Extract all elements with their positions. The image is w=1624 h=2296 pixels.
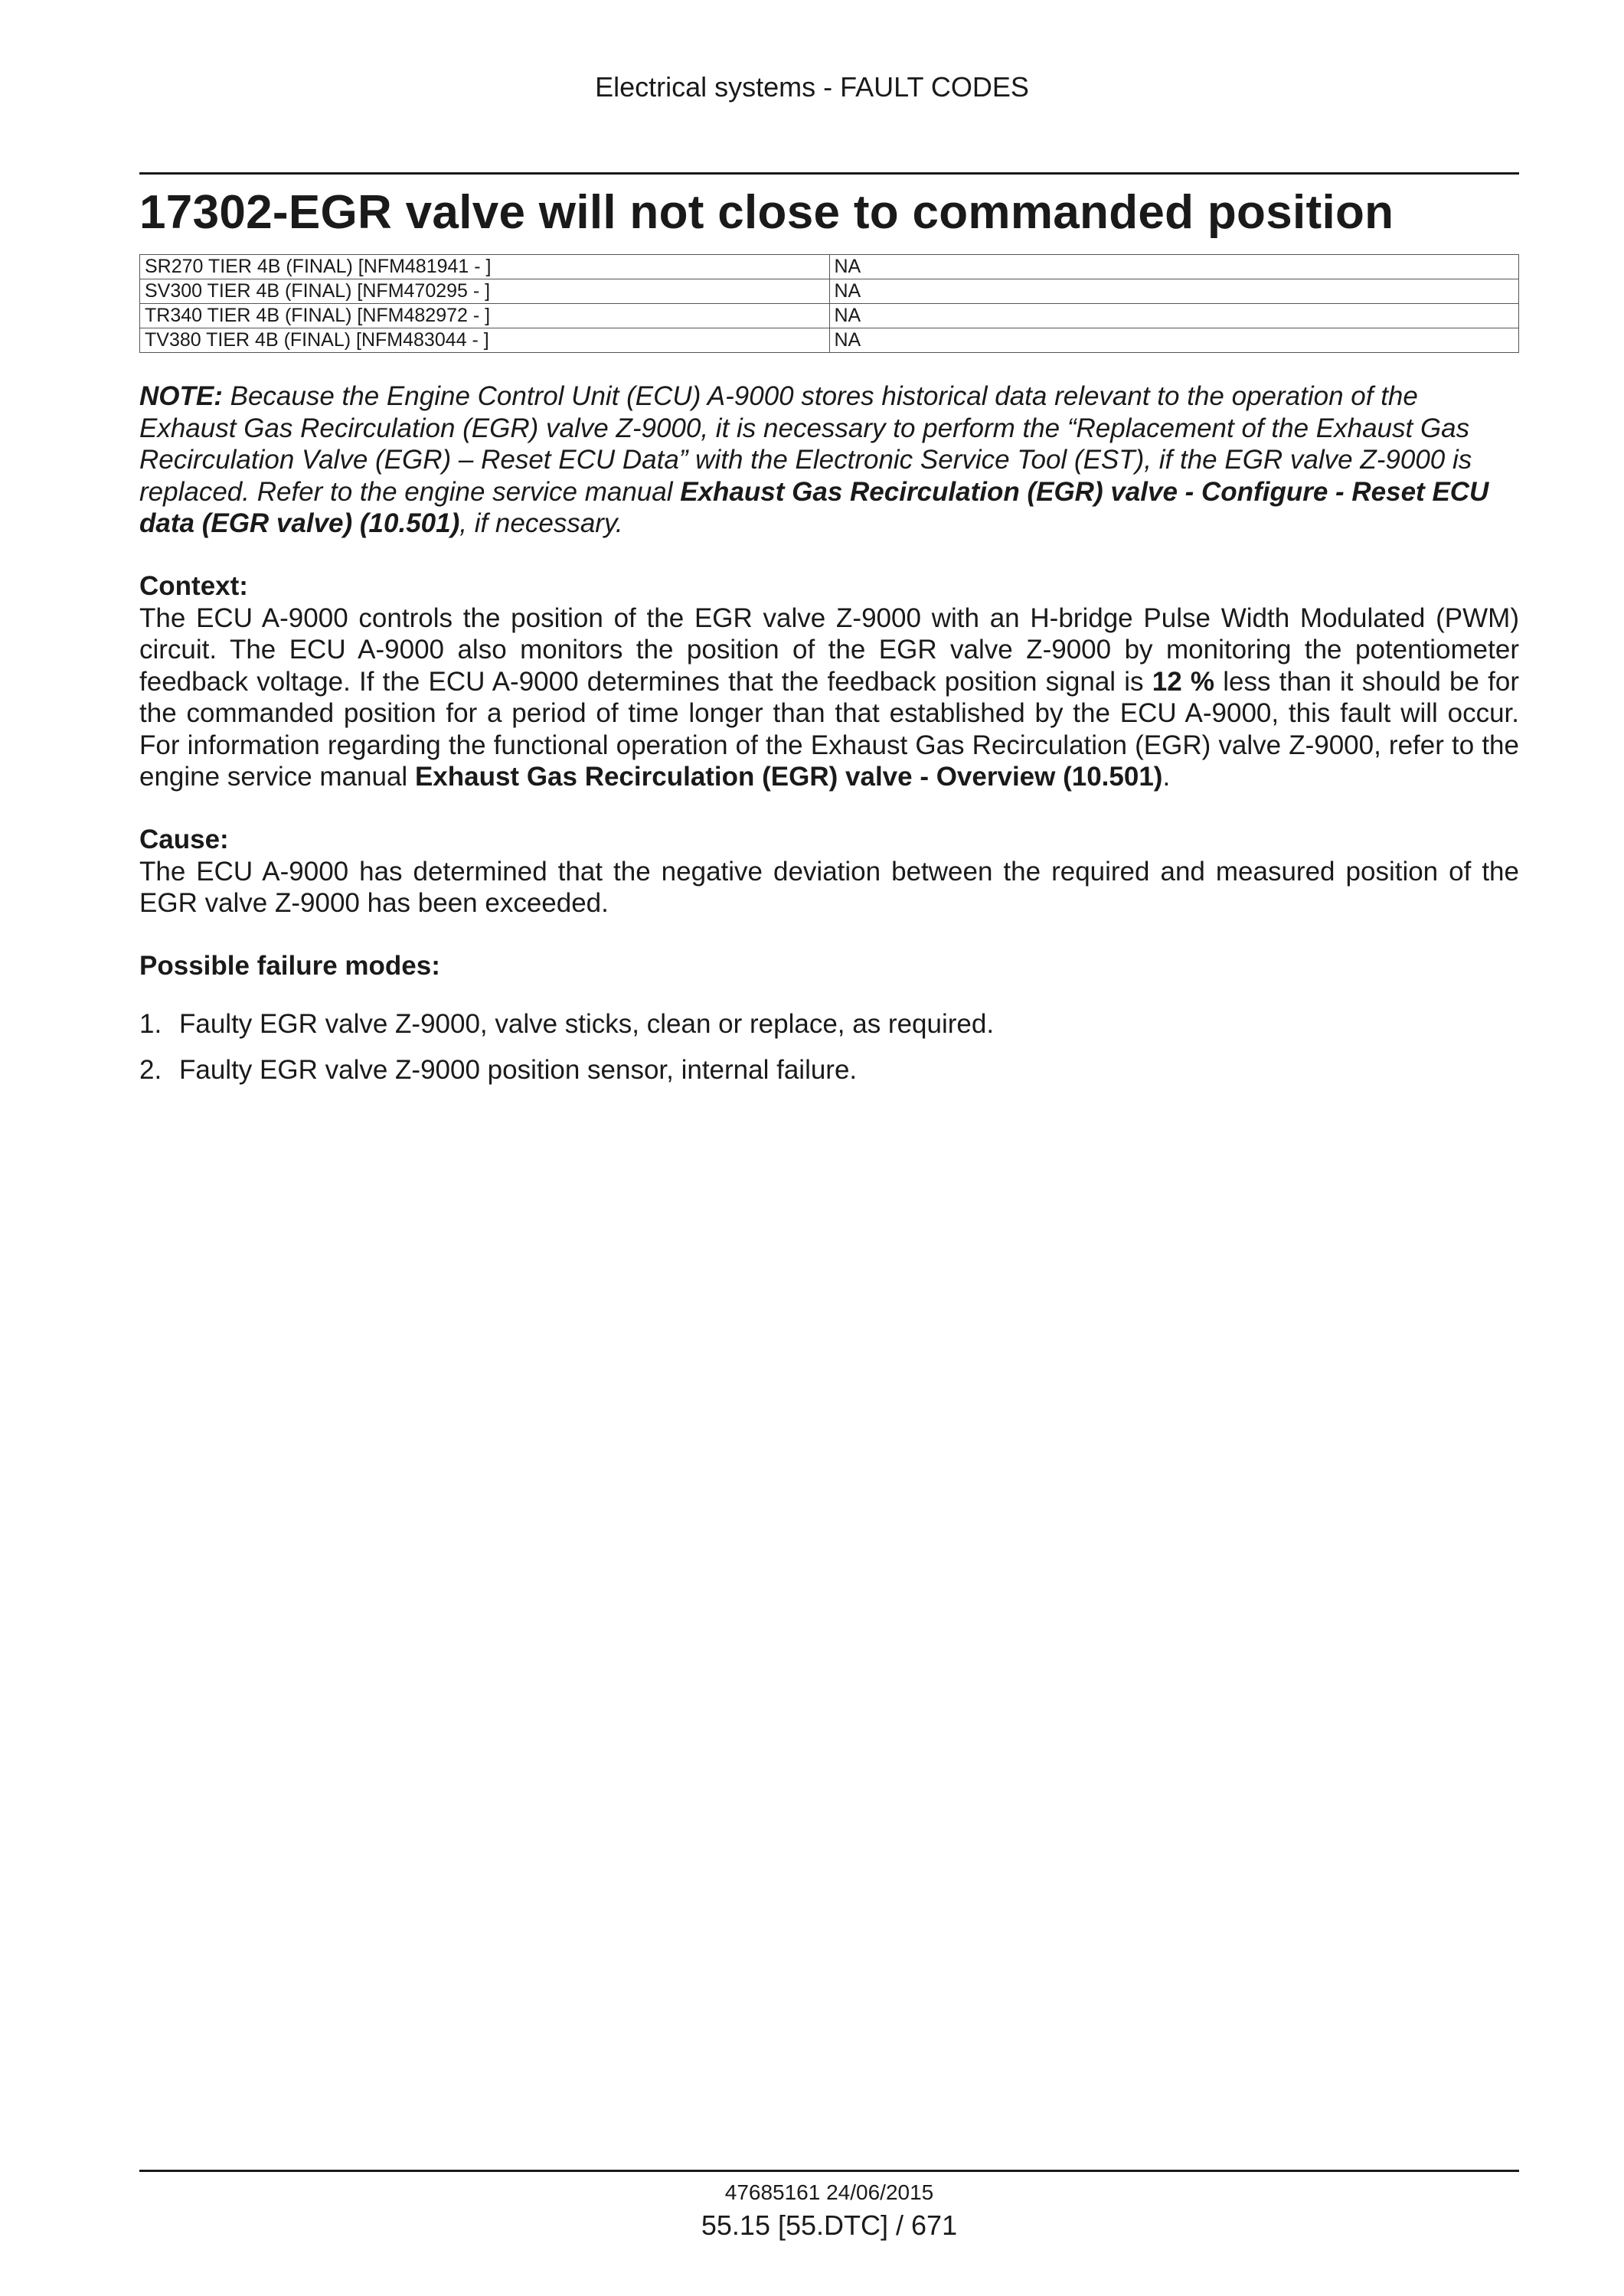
value-cell: NA xyxy=(829,328,1519,353)
page-footer xyxy=(139,2170,1519,2242)
model-cell: SR270 TIER 4B (FINAL) [NFM481941 - ] xyxy=(140,255,830,279)
model-cell: TR340 TIER 4B (FINAL) [NFM482972 - ] xyxy=(140,304,830,328)
running-header: Electrical systems - FAULT CODES xyxy=(595,71,1029,103)
context-paragraph xyxy=(139,603,1519,793)
table-row xyxy=(140,279,1519,304)
document-reference: 47685161 24/06/2015 xyxy=(724,2180,934,2204)
list-item xyxy=(139,1008,1519,1040)
list-number: 1. xyxy=(139,1008,162,1039)
cause-heading: Cause: xyxy=(139,824,229,854)
note-suffix: , if necessary. xyxy=(459,508,623,538)
footer-divider xyxy=(139,2170,1519,2172)
table-row xyxy=(140,255,1519,279)
header-divider xyxy=(139,172,1519,175)
value-cell: NA xyxy=(829,304,1519,328)
model-cell: TV380 TIER 4B (FINAL) [NFM483044 - ] xyxy=(140,328,830,353)
applicability-table xyxy=(139,254,1519,353)
page-title: 17302-EGR valve will not close to commanded position xyxy=(139,186,1394,239)
context-reference-link[interactable]: Exhaust Gas Recirculation (EGR) valve - Overview (10.501) xyxy=(414,762,1163,792)
value-cell: NA xyxy=(829,255,1519,279)
threshold-value: 12 % xyxy=(1152,666,1215,697)
failure-modes-heading: Possible failure modes: xyxy=(139,950,440,981)
list-item xyxy=(139,1054,1519,1086)
list-item-text: Faulty EGR valve Z-9000 position sensor, internal failure. xyxy=(179,1054,858,1085)
context-text: The ECU A-9000 controls the position of the EGR valve Z-9000 with an H-bridge Pulse Width Modulated (PWM) circuit. The ECU A-9000 also monitors the position of the EGR valve Z-9000 by monitoring the potentiometer feedback voltage. If the ECU A-9000 determines that the feedback position signal is xyxy=(139,603,1519,697)
model-cell: SV300 TIER 4B (FINAL) [NFM470295 - ] xyxy=(140,279,830,304)
note-paragraph xyxy=(139,380,1519,540)
note-reference-link[interactable]: Exhaust Gas Recirculation (EGR) valve - Configure - Reset ECU data (EGR valve) (10.501) xyxy=(139,476,1489,538)
context-text: . xyxy=(1162,762,1171,792)
context-heading: Context: xyxy=(139,570,248,601)
note-label: NOTE: xyxy=(139,381,223,411)
cause-paragraph: The ECU A-9000 has determined that the negative deviation between the required and measured position of the EGR valve Z-9000 has been exceeded. xyxy=(139,856,1519,918)
note-text: Because the Engine Control Unit (ECU) A-9000 stores historical data relevant to the operation of the Exhaust Gas Recirculation (EGR) valve Z-9000, it is necessary to perform the “Replacement of the Exhaust Gas Recirculation Valve (EGR) – Reset ECU Data” with the Electronic Service Tool (EST), if the EGR valve Z-9000 is replaced. Refer to the engine service manual xyxy=(139,381,1472,507)
list-item-text: Faulty EGR valve Z-9000, valve sticks, clean or replace, as required. xyxy=(179,1008,995,1039)
page-number: 55.15 [55.DTC] / 671 xyxy=(701,2209,958,2241)
list-number: 2. xyxy=(139,1054,162,1085)
failure-modes-list xyxy=(139,1008,1519,1086)
table-row xyxy=(140,304,1519,328)
document-body xyxy=(139,172,1519,1100)
value-cell: NA xyxy=(829,279,1519,304)
table-row xyxy=(140,328,1519,353)
context-text: less than it should be for the commanded position for a period of time longer than that established by the ECU A-9000, this fault will occur. For information regarding the functional operation of the Exhaust Gas Recirculation (EGR) valve Z-9000, refer to the engine service manual xyxy=(139,666,1520,792)
